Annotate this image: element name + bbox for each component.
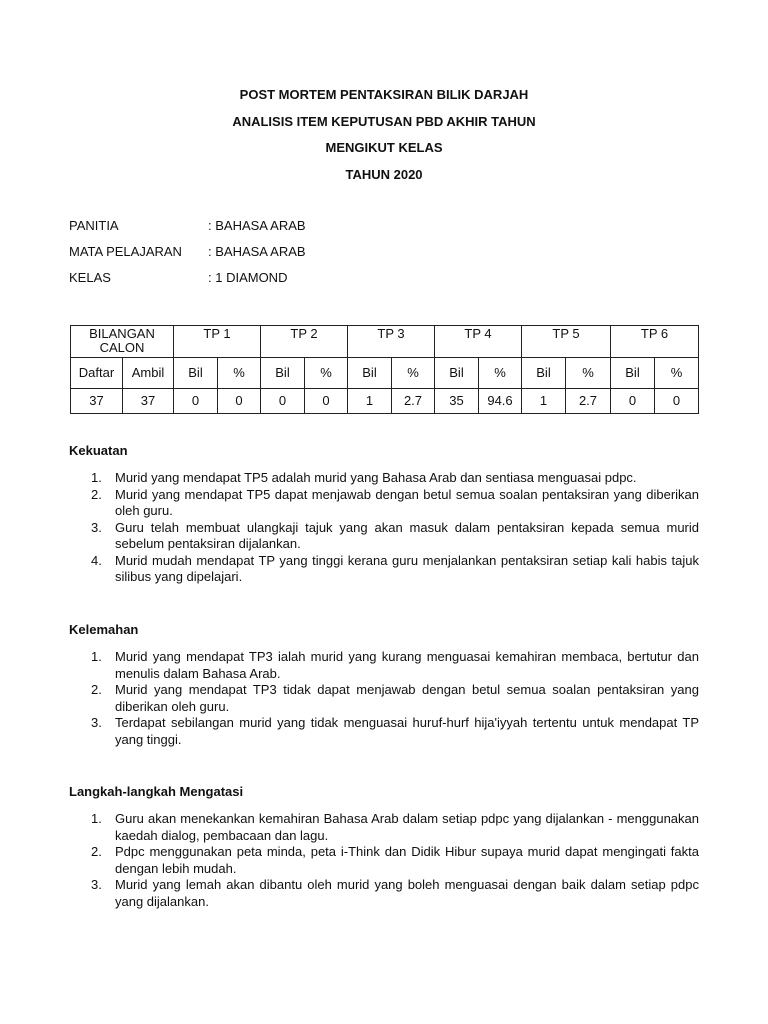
kekuatan-list	[69, 470, 699, 586]
pct-header: %	[566, 358, 611, 389]
meta-info	[69, 219, 306, 297]
list-item: 1. Murid yang mendapat TP3 ialah murid yang kurang menguasai kemahiran membaca, bertutur dan menulis dalam Bahasa Arab.	[91, 649, 699, 681]
meta-key: KELAS	[69, 270, 111, 285]
section-title: Kelemahan	[69, 622, 139, 637]
list-item: 2. Murid yang mendapat TP3 tidak dapat menjawab dengan betul semua soalan pentaksiran yang diberikan oleh guru.	[91, 682, 699, 714]
meta-value: : 1 DIAMOND	[208, 270, 288, 285]
table-cell: 1	[348, 389, 392, 414]
list-item: 2. Pdpc menggunakan peta minda, peta i-Think dan Didik Hibur supaya murid dapat mengingati fakta dengan lebih mudah.	[91, 844, 699, 876]
langkah-section	[69, 785, 699, 910]
meta-row-mata-pelajaran	[69, 245, 306, 271]
table-subheader-row	[71, 358, 699, 389]
list-item: 1. Murid yang mendapat TP5 adalah murid yang Bahasa Arab dan sentiasa menguasai pdpc.	[91, 470, 637, 485]
table-row	[71, 389, 699, 414]
list-item: 4. Murid mudah mendapat TP yang tinggi kerana guru menjalankan pentaksiran setiap kali habis tajuk silibus yang dipelajari.	[91, 552, 699, 584]
pct-header: %	[479, 358, 522, 389]
table-cell: 0	[218, 389, 261, 414]
table-cell: 37	[123, 389, 174, 414]
daftar-header: Daftar	[71, 358, 123, 389]
ambil-header: Ambil	[123, 358, 174, 389]
list-item: 3. Murid yang lemah akan dibantu oleh murid yang boleh menguasai dengan baik dalam setiap pdpc yang dijalankan.	[91, 877, 699, 909]
title-line-4: TAHUN 2020	[345, 166, 423, 182]
table-cell: 2.7	[566, 389, 611, 414]
section-title: Langkah-langkah Mengatasi	[69, 784, 244, 799]
section-title: Kekuatan	[69, 443, 128, 458]
tp-results-table	[70, 325, 699, 414]
pct-header: %	[392, 358, 435, 389]
meta-value: : BAHASA ARAB	[208, 218, 306, 233]
title-line-2: ANALISIS ITEM KEPUTUSAN PBD AKHIR TAHUN	[232, 113, 536, 129]
langkah-list	[69, 811, 699, 910]
table-cell: 0	[305, 389, 348, 414]
pct-header: %	[218, 358, 261, 389]
pct-header: %	[305, 358, 348, 389]
table-cell: 0	[174, 389, 218, 414]
title-line-1: POST MORTEM PENTAKSIRAN BILIK DARJAH	[239, 87, 529, 102]
bil-header: Bil	[522, 358, 566, 389]
table-cell: 1	[522, 389, 566, 414]
table-cell: 0	[655, 389, 699, 414]
list-item: 3. Terdapat sebilangan murid yang tidak menguasai huruf-hurf hija'iyyah tertentu untuk mendapat TP yang tinggi.	[91, 715, 699, 747]
tp5-header: TP 5	[522, 326, 611, 358]
meta-value: : BAHASA ARAB	[208, 244, 306, 259]
table-cell: 37	[71, 389, 123, 414]
meta-row-panitia	[69, 219, 306, 245]
kekuatan-section	[69, 444, 699, 586]
bil-header: Bil	[611, 358, 655, 389]
tp6-header: TP 6	[611, 326, 699, 358]
table-cell: 0	[261, 389, 305, 414]
bil-header: Bil	[435, 358, 479, 389]
title-line-3: MENGIKUT KELAS	[325, 140, 443, 156]
meta-row-kelas	[69, 271, 306, 297]
kelemahan-section	[69, 623, 699, 748]
list-item: 1. Guru akan menekankan kemahiran Bahasa Arab dalam setiap pdpc yang dijalankan - menggunakan kaedah dialog, pembacaan dan lagu.	[91, 811, 699, 843]
kelemahan-list	[69, 649, 699, 748]
table-cell: 94.6	[479, 389, 522, 414]
table-cell: 35	[435, 389, 479, 414]
list-item: 2. Murid yang mendapat TP5 dapat menjawab dengan betul semua soalan pentaksiran yang diberikan oleh guru.	[91, 486, 699, 518]
list-item: 3. Guru telah membuat ulangkaji tajuk yang akan masuk dalam pentaksiran kepada semua murid sebelum pentaksiran dijalankan.	[91, 519, 699, 551]
pct-header: %	[655, 358, 699, 389]
meta-key: MATA PELAJARAN	[69, 244, 182, 259]
table-header-row	[71, 326, 699, 358]
table-cell: 2.7	[392, 389, 435, 414]
bil-header: Bil	[348, 358, 392, 389]
table-cell: 0	[611, 389, 655, 414]
bilangan-calon-header: BILANGAN CALON	[71, 326, 174, 358]
tp2-header: TP 2	[261, 326, 348, 358]
tp3-header: TP 3	[348, 326, 435, 358]
bil-header: Bil	[261, 358, 305, 389]
meta-key: PANITIA	[69, 218, 119, 233]
tp1-header: TP 1	[174, 326, 261, 358]
document-header	[0, 88, 768, 194]
tp4-header: TP 4	[435, 326, 522, 358]
bil-header: Bil	[174, 358, 218, 389]
